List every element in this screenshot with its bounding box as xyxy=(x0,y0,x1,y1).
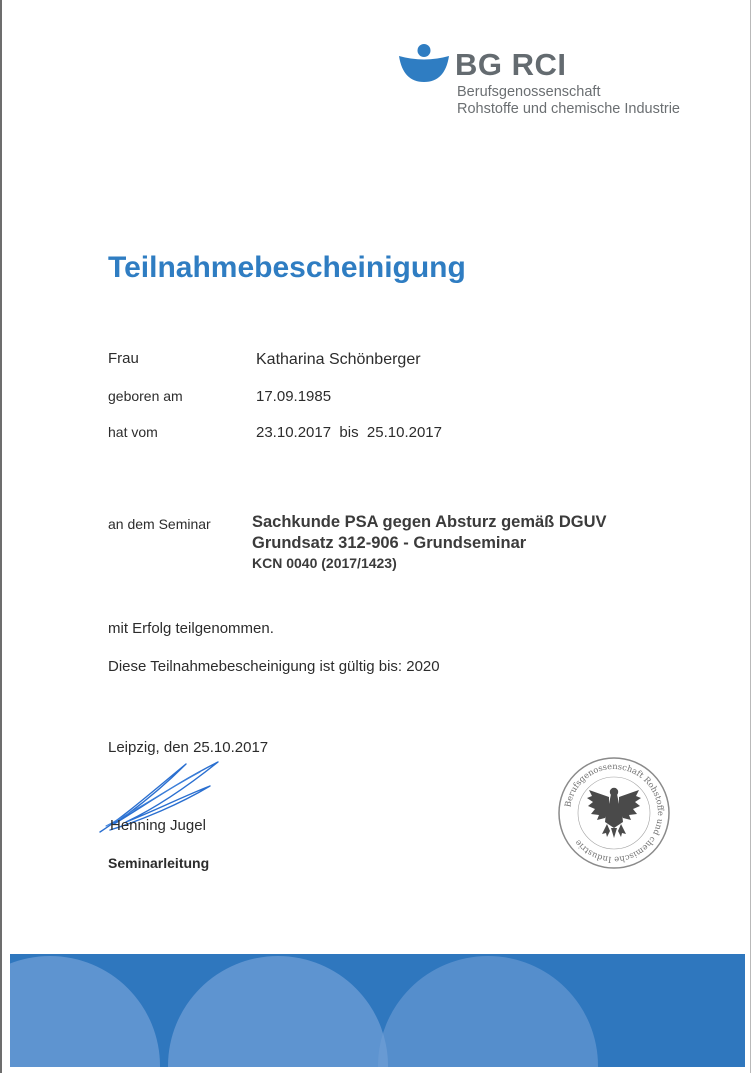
seminar-title-line-2: Grundsatz 312-906 - Grundseminar xyxy=(252,534,527,552)
seminar-code: KCN 0040 (2017/1423) xyxy=(252,555,397,571)
official-seal xyxy=(557,756,671,870)
signatory-name: Henning Jugel xyxy=(110,817,206,834)
participant-name: Katharina Schönberger xyxy=(256,351,421,368)
certificate-title: Teilnahmebescheinigung xyxy=(108,251,466,284)
logo-name: BG RCI xyxy=(455,47,567,82)
seminar-label: an dem Seminar xyxy=(108,516,211,532)
born-date: 17.09.1985 xyxy=(256,388,332,405)
seminar-title-block xyxy=(252,512,607,572)
logo-subtitle-line-2: Rohstoffe und chemische Industrie xyxy=(457,101,681,117)
federal-eagle-icon xyxy=(587,788,641,838)
footer-band xyxy=(10,954,745,1067)
signatory-role: Seminarleitung xyxy=(108,855,210,871)
page-right-edge xyxy=(750,0,751,1073)
logo-subtitle-line-1: Berufsgenossenschaft xyxy=(457,84,601,100)
period-label: hat vom xyxy=(108,424,158,440)
logo-mark-icon xyxy=(398,44,450,84)
period-value: 23.10.2017 bis 25.10.2017 xyxy=(256,424,442,441)
validity-text: Diese Teilnahmebescheinigung ist gültig bis: 2020 xyxy=(108,658,440,675)
salutation-label: Frau xyxy=(108,350,139,367)
seal-text: Berufsgenossenschaft Rohstoffe und chemische Industrie xyxy=(562,760,667,866)
place-date: Leipzig, den 25.10.2017 xyxy=(108,739,269,756)
footer-circles-decoration xyxy=(10,954,745,1067)
result-text: mit Erfolg teilgenommen. xyxy=(108,620,274,637)
born-label: geboren am xyxy=(108,388,183,404)
page-left-edge xyxy=(0,0,2,1073)
bg-rci-logo xyxy=(398,44,698,124)
seminar-title-line-1: Sachkunde PSA gegen Absturz gemäß DGUV xyxy=(252,513,607,531)
